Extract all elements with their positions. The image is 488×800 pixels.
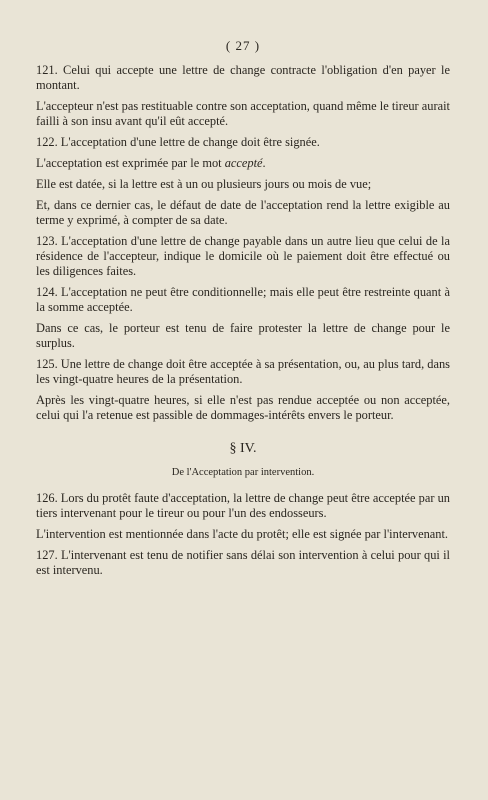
paragraph-accepte-prefix: L'acceptation est exprimée par le mot xyxy=(36,156,225,170)
paragraph-accepte-suffix: . xyxy=(262,156,266,170)
paragraph-datee: Elle est datée, si la lettre est à un ou plusieurs jours ou mois de vue; xyxy=(36,177,372,191)
section-subtitle: De l'Acceptation par intervention. xyxy=(171,467,315,478)
paragraph-vingt-quatre: Après les vingt-quatre heures, si elle n'est pas rendue acceptée ou non acceptée, celui qui l'a retenue est passible de dommages-intérêts envers le porteur. xyxy=(36,393,450,422)
paragraph-surplus: Dans ce cas, le porteur est tenu de faire protester la lettre de change pour le surplus. xyxy=(36,321,450,350)
paragraph-122: 122. L'acceptation d'une lettre de change doit être signée. xyxy=(36,135,320,149)
page-content xyxy=(36,38,450,584)
section-title: § IV. xyxy=(229,441,257,456)
paragraph-123: 123. L'acceptation d'une lettre de change payable dans un autre lieu que celui de la résidence de l'accepteur, indique le domicile où le paiement doit être effectué ou les diligences faites. xyxy=(36,234,450,278)
paragraph-accepteur: L'accepteur n'est pas restituable contre son acceptation, quand même le tireur aurait failli à son insu avant qu'il eût accepté. xyxy=(36,99,450,128)
paragraph-dernier-cas: Et, dans ce dernier cas, le défaut de date de l'acceptation rend la lettre exigible au terme y exprimé, à compter de sa date. xyxy=(36,198,450,227)
paragraph-124: 124. L'acceptation ne peut être conditionnelle; mais elle peut être restreinte quant à la somme acceptée. xyxy=(36,285,450,314)
paragraph-accepte-word: accepté xyxy=(224,156,263,170)
page-number: ( 27 ) xyxy=(225,38,261,53)
paragraph-125: 125. Une lettre de change doit être acceptée à sa présentation, ou, au plus tard, dans les vingt-quatre heures de la présentation. xyxy=(36,357,450,386)
paragraph-127: 127. L'intervenant est tenu de notifier sans délai son intervention à celui pour qui il est intervenu. xyxy=(36,548,450,577)
paragraph-121: 121. Celui qui accepte une lettre de change contracte l'obligation d'en payer le montant. xyxy=(36,63,450,92)
paragraph-126: 126. Lors du protêt faute d'acceptation, la lettre de change peut être acceptée par un tiers intervenant pour le tireur ou pour l'un des endosseurs. xyxy=(36,491,450,520)
paragraph-accepte xyxy=(36,156,450,171)
paragraph-intervention: L'intervention est mentionnée dans l'acte du protêt; elle est signée par l'intervenant. xyxy=(36,527,449,541)
